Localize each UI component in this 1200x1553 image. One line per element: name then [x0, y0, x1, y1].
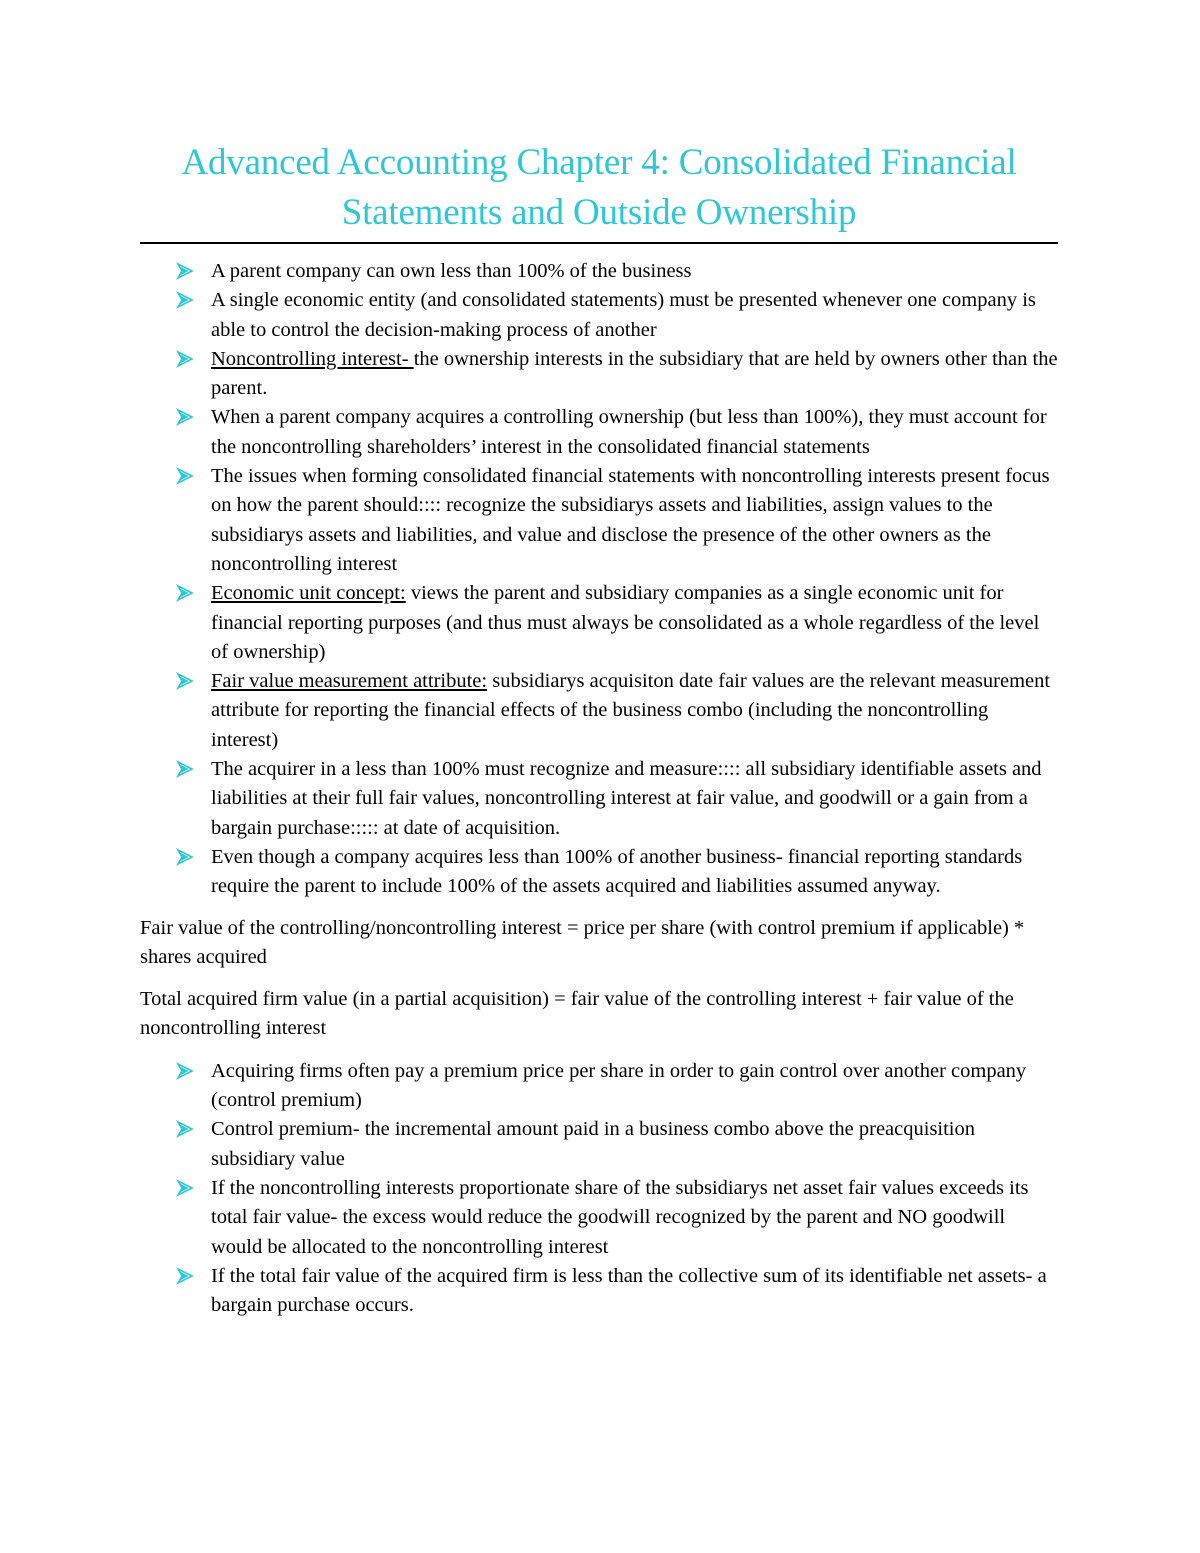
list-item [140, 1057, 1060, 1116]
list-item [140, 257, 1060, 286]
list-item [140, 1174, 1060, 1262]
item-text: A single economic entity (and consolidated statements) must be presented whenever one company is able to control the decision-making process of another [211, 289, 1036, 341]
document-body [140, 257, 1060, 1320]
arrowhead-icon [176, 467, 194, 485]
list-item [140, 345, 1060, 404]
term-label: Economic unit concept: [211, 582, 406, 605]
list-item [140, 462, 1060, 579]
arrowhead-icon [176, 291, 194, 309]
list-item [140, 667, 1060, 755]
arrowhead-icon [176, 760, 194, 778]
list-item [140, 286, 1060, 345]
formula-paragraph-2: Total acquired firm value (in a partial acquisition) = fair value of the controlling interest + fair value of the noncontrolling interest [140, 988, 1014, 1040]
item-text: When a parent company acquires a controlling ownership (but less than 100%), they must account for the noncontrolling shareholders’ interest in the consolidated financial statements [211, 406, 1047, 458]
arrowhead-icon [176, 848, 194, 866]
arrowhead-icon [176, 1120, 194, 1138]
arrowhead-icon [176, 262, 194, 280]
item-text: Control premium- the incremental amount paid in a business combo above the preacquisition subsidiary value [211, 1118, 976, 1170]
item-text: subsidiarys acquisiton date fair values are the relevant measurement attribute for reporting the financial effects of the business combo (including the noncontrolling interest) [211, 670, 1051, 751]
bullet-list-1 [140, 257, 1060, 902]
item-text: A parent company can own less than 100% of the business [211, 260, 692, 282]
arrowhead-icon [176, 408, 194, 426]
item-text: The issues when forming consolidated financial statements with noncontrolling interests present focus on how the parent should:::: recognize the subsidiarys assets and liabilities, assign values to the subsidiarys assets and liabilities, and value and disclose the presence of the other owners as the noncontrolling interest [211, 465, 1050, 575]
list-item [140, 843, 1060, 902]
item-text: Even though a company acquires less than 100% of another business- financial reporting standards require the parent to include 100% of the assets acquired and liabilities assumed anyway. [211, 845, 1023, 898]
arrowhead-icon [176, 584, 194, 602]
item-text: the ownership interests in the subsidiary that are held by owners other than the parent. [211, 347, 1058, 400]
list-item [140, 1262, 1060, 1321]
list-item [140, 579, 1060, 667]
item-text: If the noncontrolling interests proportionate share of the subsidiarys net asset fair values exceeds its total fair value- the excess would reduce the goodwill recognized by the parent and NO goodwill would be allocated to the noncontrolling interest [211, 1176, 1029, 1258]
arrowhead-icon [176, 1062, 194, 1080]
list-item [140, 755, 1060, 843]
title-block [140, 138, 1058, 244]
bullet-list-2 [140, 1057, 1060, 1321]
list-item [140, 1115, 1060, 1174]
arrowhead-icon [176, 350, 194, 368]
item-text: Acquiring firms often pay a premium price per share in order to gain control over another company (control premium) [211, 1059, 1027, 1112]
arrowhead-icon [176, 1179, 194, 1197]
list-item [140, 403, 1060, 462]
page-title: Advanced Accounting Chapter 4: Consolidated Financial Statements and Outside Ownership [181, 142, 1017, 233]
item-text: If the total fair value of the acquired firm is less than the collective sum of its identifiable net assets- a bargain purchase occurs. [211, 1264, 1047, 1317]
arrowhead-icon [176, 672, 194, 690]
item-text: The acquirer in a less than 100% must recognize and measure:::: all subsidiary identifiable assets and liabilities at their full fair values, noncontrolling interest at fair value, and goodwill or a gain from a bargain purchase::::: at date of acquisition. [211, 758, 1042, 839]
formula-paragraph-1: Fair value of the controlling/noncontrolling interest = price per share (with control premium if applicable) * shares acquired [140, 916, 1025, 968]
item-text: views the parent and subsidiary companies as a single economic unit for financial reporting purposes (and thus must always be consolidated as a whole regardless of the level of ownership) [211, 582, 1040, 663]
term-label: Fair value measurement attribute: [211, 670, 488, 693]
arrowhead-icon [176, 1267, 194, 1285]
term-label: Noncontrolling interest- [211, 347, 414, 370]
